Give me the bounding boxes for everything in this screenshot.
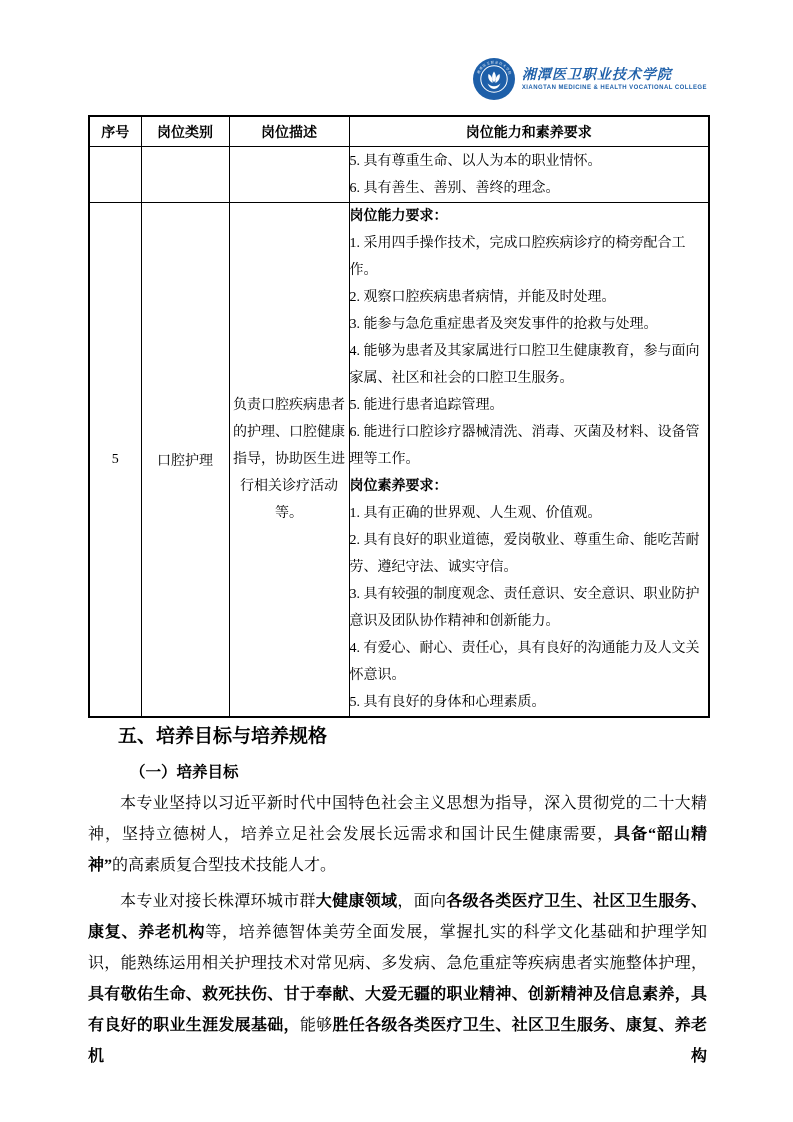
requirement-group-label: 岗位能力要求：	[349, 209, 448, 224]
requirement-line: 6. 能进行口腔诊疗器械清洗、消毒、灭菌及材料、设备管理等工作。	[349, 425, 700, 467]
requirement-line: 2. 观察口腔疾病患者病情，并能及时处理。	[349, 290, 616, 305]
emphasized-text-run: 具备“韶山精神”	[88, 826, 707, 874]
section-heading: 五、培养目标与培养规格	[118, 726, 328, 747]
requirement-line: 5. 具有良好的身体和心理素质。	[349, 695, 546, 710]
training-objective-paragraph-2	[88, 886, 707, 1072]
college-name-block	[522, 67, 707, 92]
cell-category: 口腔护理	[141, 203, 229, 718]
emphasized-text-run: 大健康领域	[315, 893, 398, 910]
text-run: 等，培养德智体美劳全面发展，掌握扎实的科学文化基础和护理学知识，能熟练运用相关护理技术对常见病、多发病、急危重症等疾病患者实施整体护理，	[88, 924, 707, 972]
emphasized-text-run: 胜任各级各类医疗卫生、社区卫生服务、康复、养老机构	[88, 1017, 707, 1065]
job-requirements-table	[88, 115, 710, 718]
college-name-en: XIANGTAN MEDICINE & HEALTH VOCATIONAL COLLEGE	[521, 84, 707, 91]
cell-description: 负责口腔疾病患者的护理、口腔健康指导，协助医生进行相关诊疗活动等。	[229, 203, 349, 718]
requirement-group-label: 岗位素养要求：	[349, 479, 448, 494]
text-run: ，面向	[397, 893, 447, 910]
college-name-cn: 湘潭医卫职业技术学院	[521, 67, 672, 83]
table-header-row	[89, 116, 709, 147]
subsection-heading: （一）培养目标	[130, 764, 239, 781]
table-row-5	[89, 203, 709, 718]
cell-description	[229, 147, 349, 203]
requirement-line: 3. 能参与急危重症患者及突发事件的抢救与处理。	[349, 317, 658, 332]
text-run: 的高素质复合型技术技能人才。	[112, 857, 337, 874]
cell-no: 5	[89, 203, 141, 718]
college-emblem-icon	[473, 58, 515, 100]
training-objective-paragraph-1	[88, 788, 707, 881]
requirement-line: 1. 采用四手操作技术，完成口腔疾病诊疗的椅旁配合工作。	[349, 236, 686, 278]
cell-category	[141, 147, 229, 203]
text-run: 能够	[299, 1017, 333, 1034]
requirement-line: 1. 具有正确的世界观、人生观、价值观。	[349, 506, 602, 521]
emphasized-text-run: 各级各类医疗卫生、社区卫生服务、康复、养老机构	[88, 893, 707, 941]
requirement-line: 4. 能够为患者及其家属进行口腔卫生健康教育，参与面向家属、社区和社会的口腔卫生服务。	[349, 344, 700, 386]
col-header-category: 岗位类别	[141, 116, 229, 147]
col-header-no: 序号	[89, 116, 141, 147]
text-run: 本专业对接长株潭环城市群	[120, 893, 316, 910]
requirement-line: 4. 有爱心、耐心、责任心，具有良好的沟通能力及人文关怀意识。	[349, 641, 700, 683]
cell-no	[89, 147, 141, 203]
text-run: 本专业坚持以习近平新时代中国特色社会主义思想为指导，深入贯彻党的二十大精神，坚持立德树人，培养立足社会发展长远需求和国计民生健康需要，	[88, 795, 707, 843]
requirement-line: 5. 具有尊重生命、以人为本的职业情怀。	[349, 153, 602, 169]
col-header-description: 岗位描述	[229, 116, 349, 147]
col-header-requirements: 岗位能力和素养要求	[349, 116, 709, 147]
requirement-line: 6. 具有善生、善别、善终的理念。	[349, 180, 560, 196]
requirement-line: 2. 具有良好的职业道德，爱岗敬业、尊重生命、能吃苦耐劳、遵纪守法、诚实守信。	[349, 533, 700, 575]
emphasized-text-run: 具有敬佑生命、救死扶伤、甘于奉献、大爱无疆的职业精神、创新精神及信息素养，具有良好的职业生涯发展基础，	[88, 986, 707, 1034]
requirement-line: 3. 具有较强的制度观念、责任意识、安全意识、职业防护意识及团队协作精神和创新能力。	[349, 587, 700, 629]
cell-requirements	[349, 203, 709, 718]
table-row-continuation	[89, 147, 709, 203]
emblem-arc-text: 湘潭医卫职业技术学院	[476, 60, 512, 76]
college-logo	[88, 0, 707, 101]
requirement-line: 5. 能进行患者追踪管理。	[349, 398, 504, 413]
cell-requirements	[349, 147, 709, 203]
